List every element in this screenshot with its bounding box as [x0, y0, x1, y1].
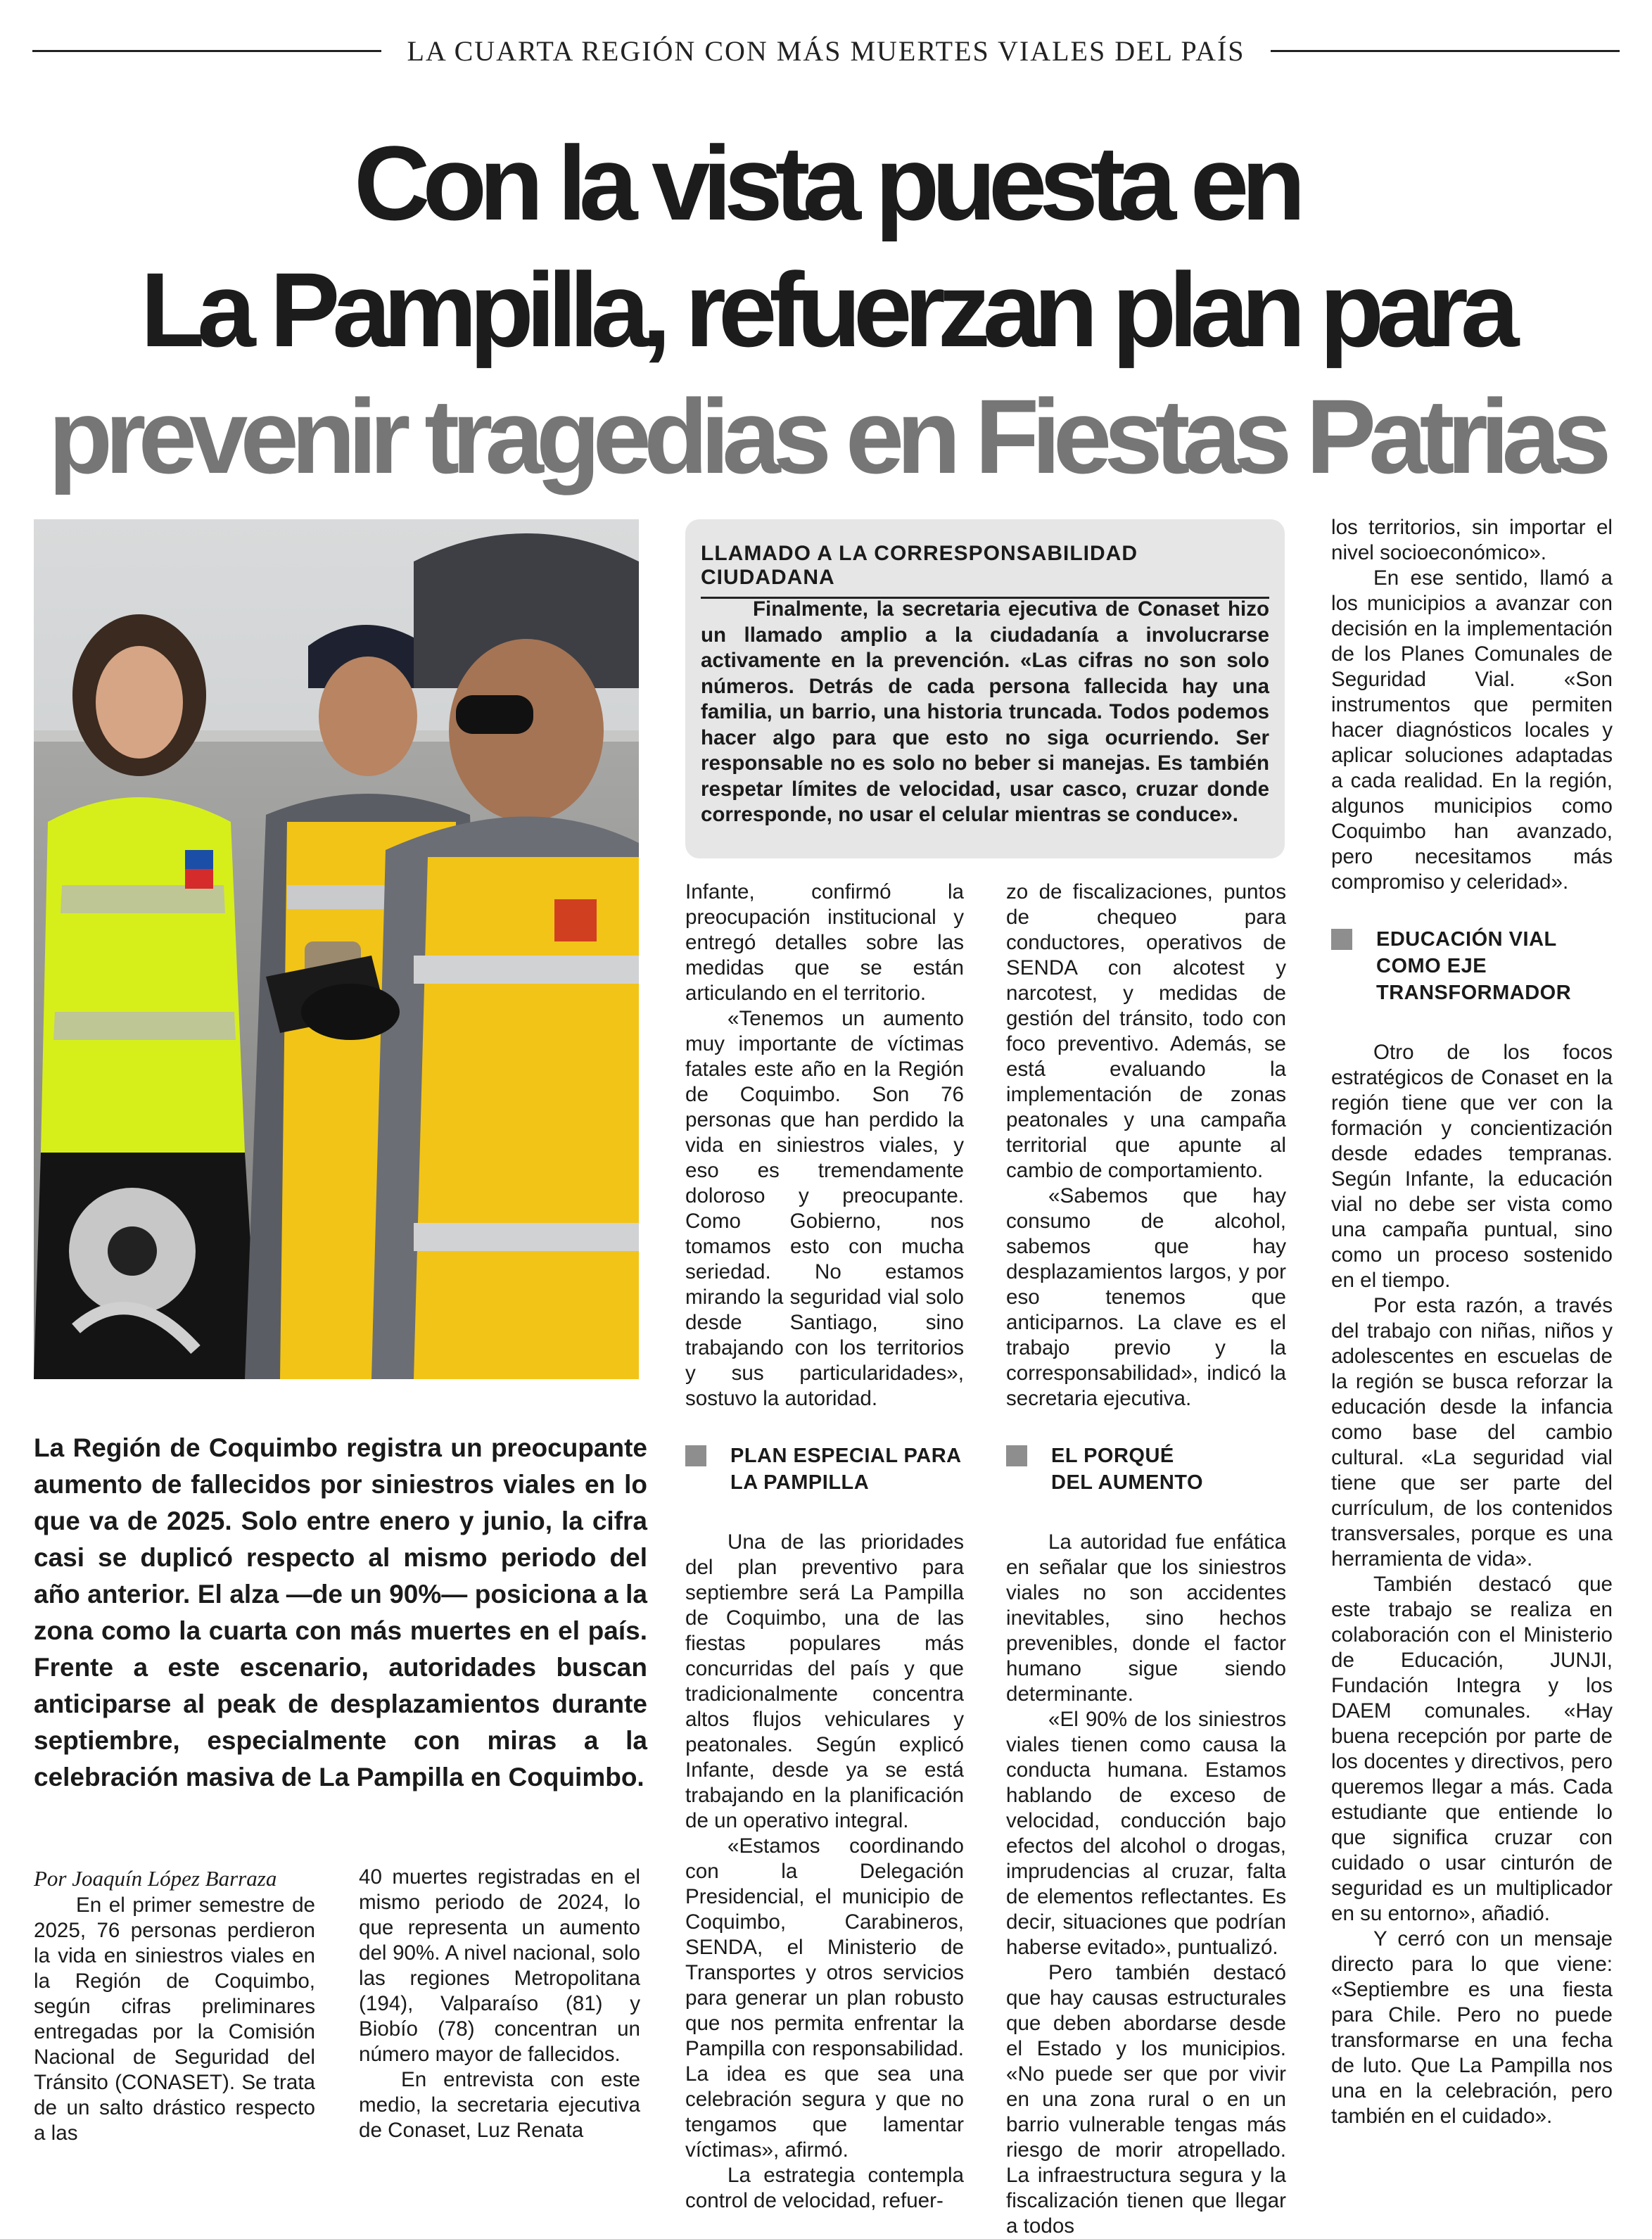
paragraph: Infante, confirmó la preocupación institucional y entregó detalles sobre las medidas que se están articulando en el territorio. — [685, 880, 964, 1005]
paragraph: 40 muertes registradas en el mismo periodo de 2024, lo que representa un aumento del 90%. A nivel nacional, solo las regiones Metropolitana (194), Valparaíso (81) y Biobío (78) concentran un número mayor de fallecidos. — [359, 1865, 640, 2066]
subhead-line: PLAN ESPECIAL PARA — [730, 1445, 962, 1467]
subhead-line: EDUCACIÓN VIAL — [1376, 928, 1557, 951]
subhead-line: LA PAMPILLA — [730, 1471, 870, 1494]
subhead-square-icon — [1331, 929, 1352, 950]
column-4 — [1006, 880, 1286, 2239]
paragraph: Por esta razón, a través del trabajo con niñas, niños y adolescentes en escuelas de la región se busca reforzar la educación desde la infancia como base del cambio cultural. «La seguridad vial tiene que ser parte del currículum, de los contenidos transversales, porque es una herramienta de vida». — [1331, 1294, 1613, 1571]
subhead-pampilla — [685, 1442, 964, 1496]
news-photo — [34, 519, 639, 1379]
paragraph: En el primer semestre de 2025, 76 personas perdieron la vida en siniestros viales en la Región de Coquimbo, según cifras preliminares entregadas por la Comisión Nacional de Seguridad del Tránsito (CONASET). Se trata de un salto drástico respecto a las — [34, 1894, 315, 2145]
paragraph: En entrevista con este medio, la secretaria ejecutiva de Conaset, Luz Renata — [359, 2068, 640, 2142]
paragraph: Otro de los focos estratégicos de Conaset en la región tiene que ver con la formación y concientización desde edades tempranas. Según Infante, la educación vial no debe ser vista como una campaña puntual, sino como un proceso sostenido en el tiempo. — [1331, 1041, 1613, 1292]
headline-line-3: prevenir tragedias en Fiestas Patrias — [48, 377, 1604, 495]
subhead-line: TRANSFORMADOR — [1376, 982, 1572, 1004]
paragraph: También destacó que este trabajo se realiza en colaboración con el Ministerio de Educación, JUNJI, Fundación Integra y los DAEM comunales. «Hay buena recepción por parte de los docentes y directivos, pero queremos llegar a más. Cada estudiante que entiende lo que significa cruzar con cuidado o usar cinturón de seguridad es un multiplicador en su entorno», añadió. — [1331, 1573, 1613, 1925]
byline: Por Joaquín López Barraza — [34, 1866, 277, 1891]
column-2 — [359, 1865, 640, 2143]
paragraph: Pero también destacó que hay causas estructurales que deben abordarse desde el Estado y los municipios. «No puede ser que por vivir en una zona rural o en un barrio vulnerable tengas más riesgo de morir atropellado. La infraestructura segura y la fiscalización tienen que llegar a todos — [1006, 1961, 1286, 2238]
paragraph: «El 90% de los siniestros viales tienen como causa la conducta humana. Estamos hablando de exceso de velocidad, conducción bajo efectos del alcohol o drogas, imprudencias al cruzar, falta de elementos reflectantes. Es decir, situaciones que podrían haberse evitado», puntualizó. — [1006, 1708, 1286, 1959]
paragraph: Y cerró con un mensaje directo para lo que viene: «Septiembre es una fiesta para Chile. Pero no puede transformarse en una fecha de luto. Que La Pampilla nos una en la celebración, pero también en el cuidado». — [1331, 1927, 1613, 2128]
paragraph: «Sabemos que hay consumo de alcohol, sabemos que hay desplazamientos largos, y por eso tenemos que anticiparnos. La clave es el trabajo previo y la corresponsabilidad», indicó la secretaria ejecutiva. — [1006, 1184, 1286, 1410]
sidebar-body: Finalmente, la secretaria ejecutiva de Conaset hizo un llamado amplio a la ciudadanía a involucrarse activamente en la prevención. «Las cifras no son solo números. Detrás de cada persona fallecida hay una familia, un barrio, una historia truncada. Todos podemos hacer algo para que esto no siga ocurriendo. Ser responsable no es solo no beber si manejas. Es también respetar límites de velocidad, usar casco, cruzar donde corresponde, no usar el celular mientras se conduce». — [701, 597, 1269, 826]
subhead-line: DEL AUMENTO — [1051, 1471, 1204, 1494]
paragraph: «Estamos coordinando con la Delegación Presidencial, el municipio de Coquimbo, Carabineros, SENDA, el Ministerio de Transportes y otros servicios para generar un plan robusto que nos permita enfrentar la Pampilla con responsabilidad. La idea es que sea una celebración segura y que no tengamos que lamentar víctimas», afirmó. — [685, 1834, 964, 2162]
paragraph: La estrategia contempla control de velocidad, refuer- — [685, 2164, 964, 2212]
photo-illustration — [34, 519, 639, 1379]
subhead-square-icon — [1006, 1445, 1027, 1466]
column-5 — [1331, 515, 1613, 2129]
sidebar-title: LLAMADO A LA CORRESPONSABILIDAD CIUDADANA — [701, 542, 1269, 599]
kicker-rule-right — [1271, 50, 1620, 52]
kicker-rule-left — [32, 50, 381, 52]
subhead-square-icon — [685, 1445, 706, 1466]
subhead-line: COMO EJE — [1376, 955, 1487, 977]
headline-line-1: Con la vista puesta en — [354, 124, 1298, 242]
paragraph: «Tenemos un aumento muy importante de víctimas fatales este año en la Región de Coquimbo. Son 76 personas que han perdido la vida en siniestros viales, y eso es tremendamente doloroso y preocupante. Como Gobierno, nos tomamos esto con mucha seriedad. No estamos mirando la seguridad vial solo desde Santiago, sino trabajando con los territorios y sus particularidades», sostuvo la autoridad. — [685, 1007, 964, 1410]
section-kicker: LA CUARTA REGIÓN CON MÁS MUERTES VIALES DEL PAÍS — [407, 34, 1245, 67]
subhead-porque — [1006, 1442, 1286, 1496]
subhead-line: EL PORQUÉ — [1051, 1445, 1174, 1467]
column-3 — [685, 880, 964, 2214]
lead-paragraph: La Región de Coquimbo registra un preocupante aumento de fallecidos por siniestros viales en lo que va de 2025. Solo entre enero y junio, la cifra casi se duplicó respecto al mismo periodo del año anterior. El alza —de un 90%— posiciona a la zona como la cuarta con más muertes en el país. Frente a este escenario, autoridades buscan anticiparse al peak de desplazamientos durante septiembre, especialmente con miras a la celebración masiva de La Pampilla en Coquimbo. — [34, 1433, 647, 1791]
headline-line-2: La Pampilla, refuerzan plan para — [140, 250, 1512, 369]
subhead-educacion — [1331, 926, 1613, 1006]
section-kicker-bar — [32, 28, 1620, 73]
sidebar-box — [685, 519, 1285, 858]
paragraph: zo de fiscalizaciones, puntos de chequeo para conductores, operativos de SENDA con alcotest y narcotest, y medidas de gestión del tránsito, todo con foco preventivo. Además, se está evaluando la implementación de zonas peatonales y una campaña territorial que apunte al cambio de comportamiento. — [1006, 880, 1286, 1182]
paragraph: los territorios, sin importar el nivel socioeconómico». — [1331, 516, 1613, 564]
paragraph: En ese sentido, llamó a los municipios a avanzar con decisión en la implementación de los Planes Comunales de Seguridad Vial. «Son instrumentos que permiten hacer diagnósticos locales y aplicar soluciones adaptadas a cada realidad. En la región, algunos municipios como Coquimbo han avanzado, pero necesitamos más compromiso y celeridad». — [1331, 566, 1613, 894]
paragraph: La autoridad fue enfática en señalar que los siniestros viales no son accidentes inevitables, sino hechos prevenibles, donde el factor humano sigue siendo determinante. — [1006, 1530, 1286, 1706]
paragraph: Una de las prioridades del plan preventivo para septiembre será La Pampilla de Coquimbo, una de las fiestas populares más concurridas del país y que tradicionalmente concentra altos flujos vehiculares y peatonales. Según explicó Infante, desde ya se está trabajando en la planificación de un operativo integral. — [685, 1530, 964, 1832]
column-1 — [34, 1865, 315, 2146]
